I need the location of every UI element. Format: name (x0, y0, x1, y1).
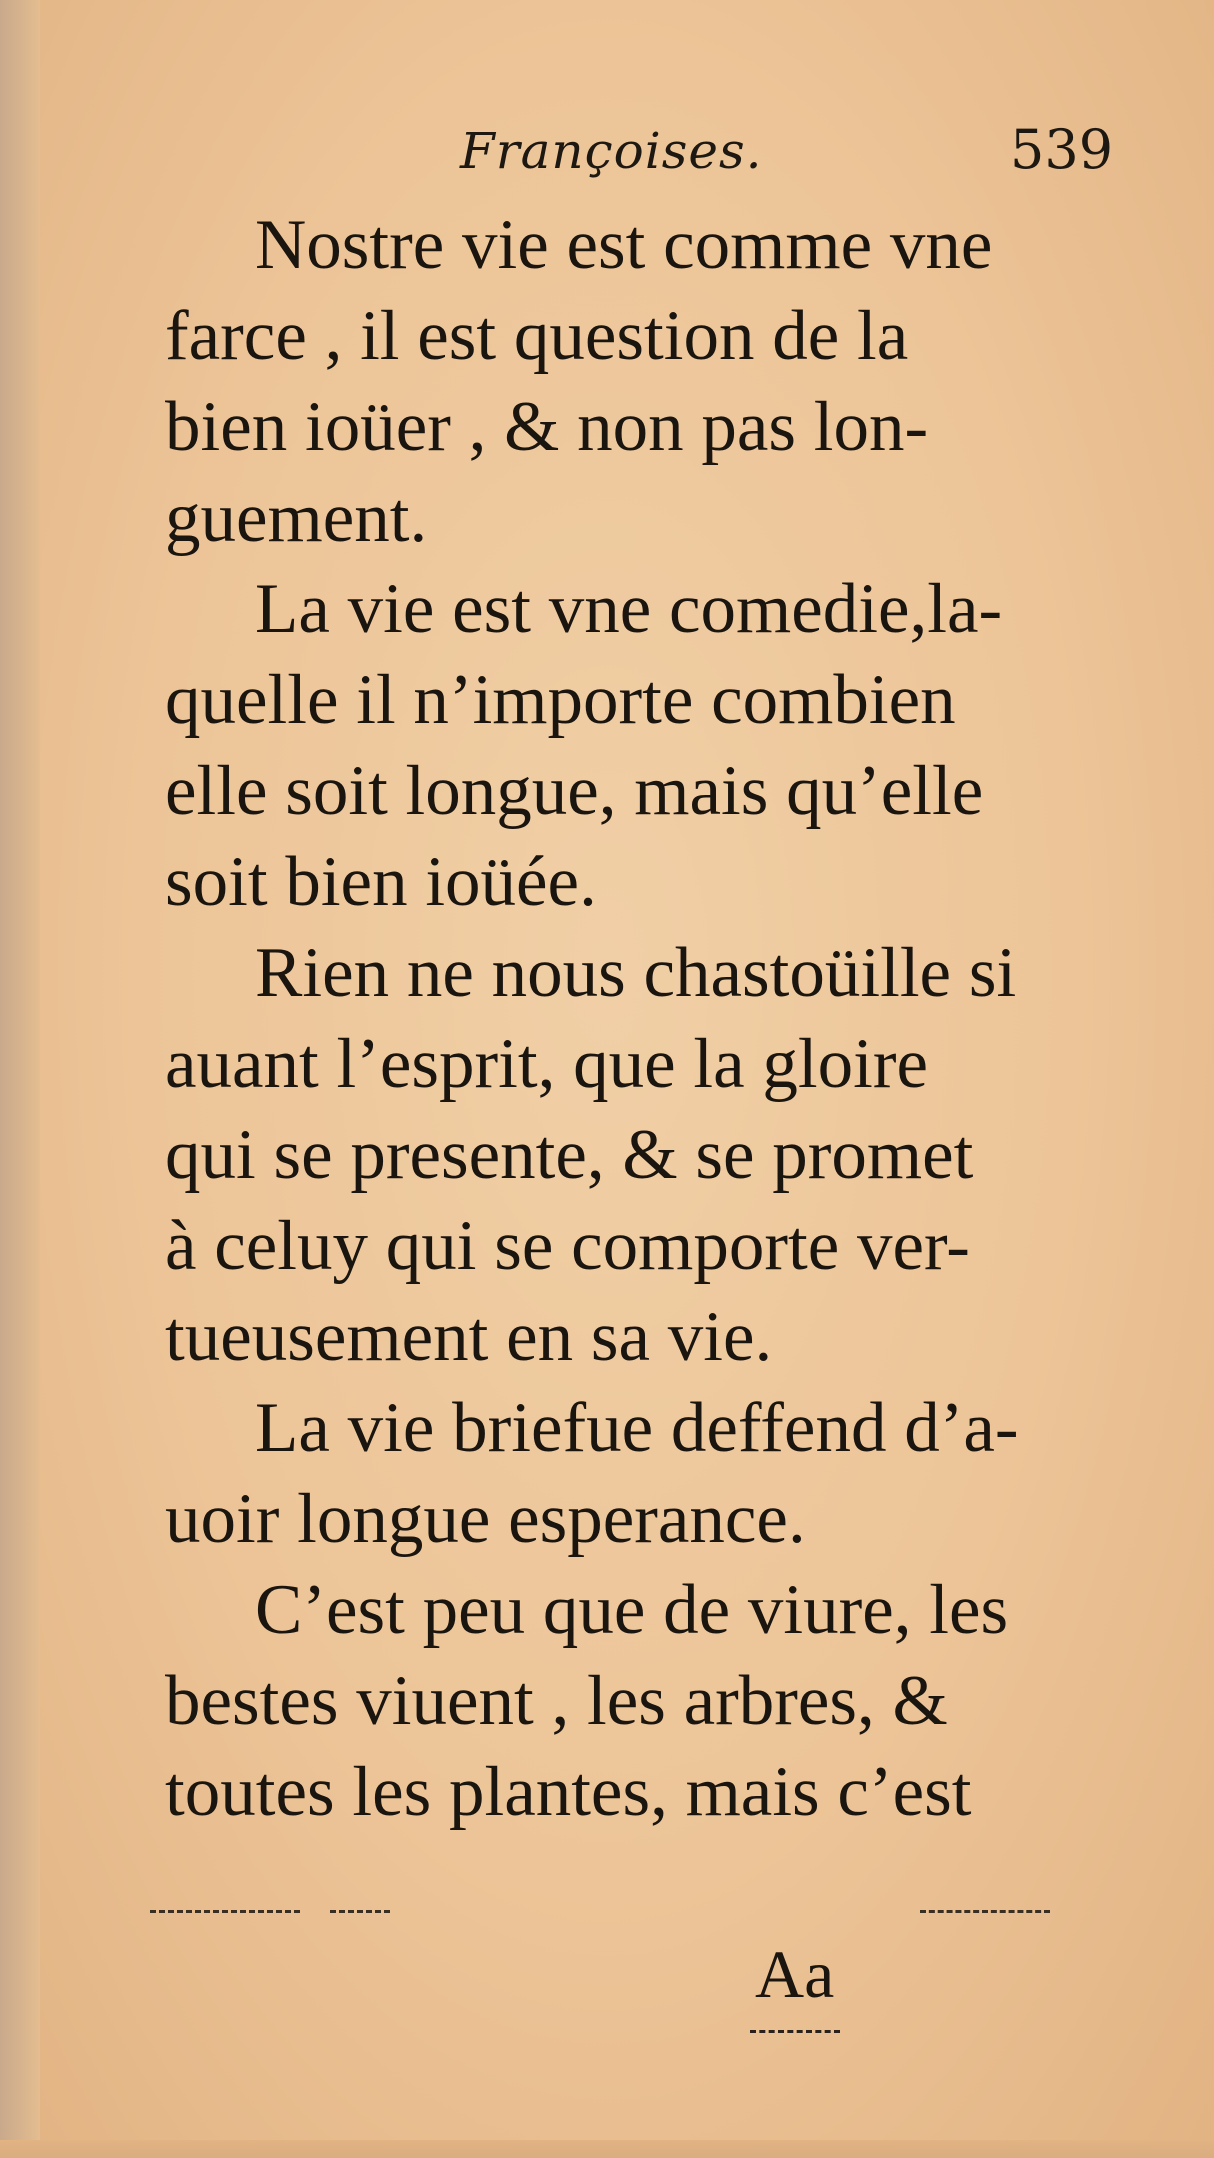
text-line: elle soit longue, mais qu’elle (165, 752, 984, 830)
text-line: C’est peu que de viure, les (255, 1571, 1009, 1649)
text-line: Rien ne nous chastoüille si (255, 934, 1017, 1012)
text-line: bien ioüer , & non pas lon- (165, 388, 929, 466)
catchword: Aa (755, 1936, 835, 2012)
text-line: quelle il n’importe combien (165, 661, 956, 739)
text-line: auant l’esprit, que la gloire (165, 1025, 928, 1103)
page-bottom-edge (0, 2140, 1214, 2158)
text-line: Nostre vie est comme vne (255, 206, 993, 284)
text-line: à celuy qui se comporte ver- (165, 1207, 970, 1285)
text-line: La vie est vne comedie,la- (255, 570, 1003, 648)
text-line: toutes les plantes, mais c’est (165, 1753, 972, 1831)
print-rule (330, 1910, 390, 1913)
print-rule (150, 1910, 300, 1913)
print-rule (920, 1910, 1050, 1913)
text-line: uoir longue esperance. (165, 1480, 806, 1558)
text-line: qui se presente, & se promet (165, 1116, 974, 1194)
running-head: Françoises. (460, 122, 763, 180)
page-gutter (0, 0, 40, 2158)
text-line: La vie briefue deffend d’a- (255, 1389, 1019, 1467)
paragraph-1 (165, 200, 1105, 564)
paragraph-4 (165, 1383, 1105, 1565)
text-line: soit bien ioüée. (165, 843, 597, 921)
text-line: farce , il est question de la (165, 297, 909, 375)
body-text (165, 200, 1105, 1838)
text-line: tueusement en sa vie. (165, 1298, 773, 1376)
text-line: guement. (165, 479, 428, 557)
paragraph-2 (165, 564, 1105, 928)
page-number: 539 (1010, 118, 1114, 181)
paragraph-3 (165, 928, 1105, 1383)
catchword-rule (750, 2030, 840, 2033)
text-line: bestes viuent , les arbres, & (165, 1662, 948, 1740)
paragraph-5 (165, 1565, 1105, 1838)
